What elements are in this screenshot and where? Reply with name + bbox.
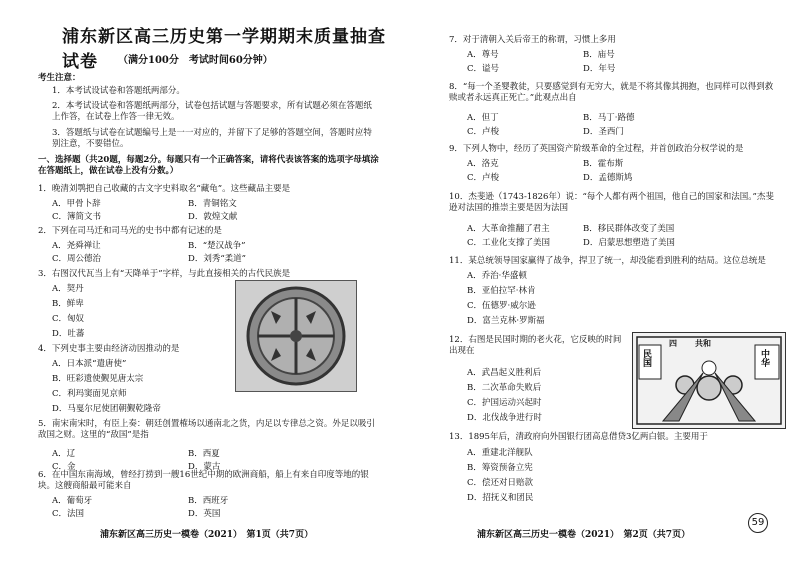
note-2: 2．本考试设试卷和答题纸两部分，试卷包括试题与答题要求，所有试题必须在答题纸上作答，在试卷上作答一律无效。: [52, 101, 372, 122]
q12-option-d: D．北伐战争进行时: [467, 413, 542, 423]
q3-option-d: D．吐蕃: [52, 329, 85, 339]
footer-page-1: 浦东新区高三历史一模卷（2021） 第1页（共7页）: [100, 530, 314, 540]
q8-option-d: D．圣西门: [583, 127, 624, 137]
q6-option-b: B．西班牙: [188, 496, 229, 506]
question-1: 1．晚清刘鹗把自己收藏的古文字史料取名“藏龟”。这些藏品主要是: [38, 184, 291, 194]
footer-page-2: 浦东新区高三历史一模卷（2021） 第2页（共7页）: [477, 530, 691, 540]
question-11: 11．某总统领导国家赢得了战争，捍卫了统一，却没能看到胜利的结局。这位总统是: [449, 256, 766, 266]
q10-option-c: C．工业化支撑了美国: [467, 238, 551, 248]
q9-option-b: B．霍布斯: [583, 159, 624, 169]
q2-option-a: A．尧舜禅让: [52, 241, 101, 251]
q5-option-c: C．金: [52, 462, 76, 472]
q9-option-c: C．卢梭: [467, 173, 500, 183]
q13-option-c: C．偿还对日赔款: [467, 478, 534, 488]
q5-option-d: D．蒙古: [188, 462, 221, 472]
note-1: 1．本考试设试卷和答题纸两部分。: [52, 86, 185, 96]
q6-option-a: A．葡萄牙: [52, 496, 93, 506]
q6-option-c: C．法国: [52, 509, 85, 519]
poster-image: [632, 332, 786, 429]
q9-option-a: A．洛克: [467, 159, 499, 169]
q3-option-b: B．鲜卑: [52, 299, 84, 309]
page-number-circle: 59: [748, 513, 768, 533]
question-4: 4．下列史事主要由经济动因推动的是: [38, 344, 180, 354]
q11-option-a: A．乔治·华盛顿: [467, 271, 527, 281]
poster-label-gonghe: 共和: [695, 338, 711, 348]
q12-option-b: B．二次革命失败后: [467, 383, 542, 393]
q10-option-b: B．移民群体改变了美国: [583, 224, 675, 234]
poster-label-minguo: 民国: [641, 349, 651, 367]
q2-option-c: C．周公德治: [52, 254, 102, 264]
question-2: 2．下列在司马迁和司马光的史书中都有记述的是: [38, 226, 222, 236]
question-10: 10．杰斐逊（1743-1826年）说：“每个人都有两个祖国，他自己的国家和法国。”杰斐逊对法国的推崇主要是因为法国: [449, 192, 774, 213]
page-right: [397, 0, 794, 561]
section-heading: 一、选择题（共20题，每题2分。每题只有一个正确答案，请将代表该答案的选项字母填涂在答题纸上，做在试卷上没有分数。）: [38, 155, 379, 176]
q1-option-a: A．甲骨卜辞: [52, 199, 101, 209]
q3-option-a: A．契丹: [52, 284, 84, 294]
q7-option-b: B．庙号: [583, 50, 615, 60]
q10-option-a: A．大革命推翻了君主: [467, 224, 550, 234]
q4-option-a: A．日本派“遣唐使”: [52, 359, 127, 369]
q4-option-b: B．旺彩遗使觐见唐太宗: [52, 374, 144, 384]
question-12: 12．右图是民国时期的老火花，它反映的时间出现在: [449, 335, 622, 356]
question-13: 13．1895年后，清政府向外国银行团高息借贷3亿两白银。主要用于: [449, 432, 708, 442]
q7-option-c: C．谥号: [467, 64, 500, 74]
poster-label-zhonghua: 中华: [759, 349, 769, 367]
q1-option-d: D．敦煌文献: [188, 212, 238, 222]
poster-label-si: 四: [669, 338, 677, 348]
q10-option-d: D．启蒙思想塑造了美国: [583, 238, 675, 248]
q2-option-b: B．“楚汉战争”: [188, 241, 246, 251]
q11-option-c: C．伍德罗·威尔逊: [467, 301, 536, 311]
q8-option-b: B．马丁·路德: [583, 113, 635, 123]
exam-title: 浦东新区高三历史第一学期期末质量抽查试卷: [62, 27, 386, 72]
q13-option-b: B．筹资预备立宪: [467, 463, 533, 473]
tile-image-coin: [235, 280, 357, 392]
coin-illustration: [236, 281, 356, 391]
q13-option-a: A．重建北洋舰队: [467, 448, 533, 458]
q11-option-d: D．富兰克林·罗斯福: [467, 316, 545, 326]
q12-option-c: C．护国运动兴起时: [467, 398, 542, 408]
q12-option-a: A．武昌起义胜利后: [467, 368, 542, 378]
question-7: 7．对于清朝入关后帝王的称谓，习惯上多用: [449, 35, 616, 45]
q1-option-c: C．簿简文书: [52, 212, 102, 222]
q7-option-a: A．尊号: [467, 50, 499, 60]
question-3: 3．右图汉代瓦当上有“天降单于”字样，与此直接相关的古代民族是: [38, 269, 291, 279]
q2-option-d: D．刘秀“柔道”: [188, 254, 247, 264]
q3-option-c: C．匈奴: [52, 314, 85, 324]
question-9: 9．下列人物中，经历了英国资产阶级革命的全过程，并首创政治分权学说的是: [449, 144, 744, 154]
q6-option-d: D．英国: [188, 509, 221, 519]
q7-option-d: D．年号: [583, 64, 616, 74]
notes-heading: 考生注意：: [38, 73, 81, 83]
q8-option-a: A．但丁: [467, 113, 499, 123]
q9-option-d: D．孟德斯鸠: [583, 173, 633, 183]
q1-option-b: B．青铜铭文: [188, 199, 237, 209]
q11-option-b: B．亚伯拉罕·林肯: [467, 286, 536, 296]
q4-option-c: C．利玛窦面见京师: [52, 389, 127, 399]
q5-option-a: A．辽: [52, 449, 76, 459]
question-8: 8．“每一个圣婴教徒，只要感觉到有无穷大，就是不将其像其拥抱，也同样可以得到救赎或者永远真正死亡。”此观点出自: [449, 82, 774, 103]
exam-subtitle: （满分100分 考试时间60分钟）: [118, 55, 273, 66]
note-3: 3．答题纸与试卷在试题编号上是一一对应的，并留下了足够的答题空间，答题时应特别注意，不要错位。: [52, 128, 372, 149]
q5-option-b: B．西夏: [188, 449, 220, 459]
q8-option-c: C．卢梭: [467, 127, 500, 137]
question-5: 5．南宋南宋时，有臣上奏：朝廷创置榷场以通南北之货，内足以专律总之资。外足以吸引敌国之财。这里的“敌国”是指: [38, 419, 375, 440]
question-6: 6．在中国东南海域，曾经打捞到一艘16世纪中期的欧洲商船，船上有来自印度等地的银块。这艘商船最可能来自: [38, 470, 369, 491]
q4-option-d: D．马戛尔尼使团朝觐乾隆帝: [52, 404, 161, 414]
q13-option-d: D．招抚义和团民: [467, 493, 534, 503]
